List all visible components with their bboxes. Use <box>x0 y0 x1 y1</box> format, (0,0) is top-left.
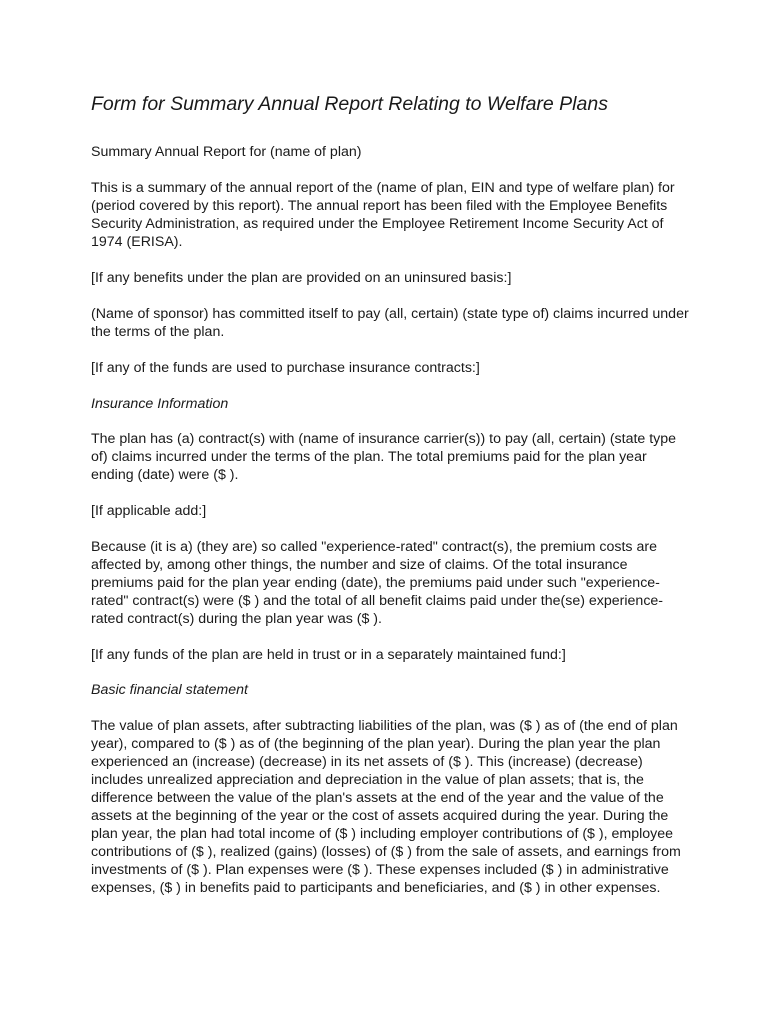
if-applicable-note: [If applicable add:] <box>91 503 207 520</box>
basic-financial-statement-heading: Basic financial statement <box>91 682 248 699</box>
uninsured-basis-note: [If any benefits under the plan are provided on an uninsured basis:] <box>91 269 512 286</box>
insurance-contract-paragraph: The plan has (a) contract(s) with (name of insurance carrier(s)) to pay (all, certain) (state type of) claims incurred under the terms of the plan. The total premiums paid for the plan year ending (date) were ($ ). <box>91 431 677 484</box>
document-title: Form for Summary Annual Report Relating to Welfare Plans <box>91 93 608 115</box>
trust-fund-note: [If any funds of the plan are held in trust or in a separately maintained fund:] <box>91 646 566 663</box>
sponsor-commitment-paragraph: (Name of sponsor) has committed itself to pay (all, certain) (state type of) claims incurred under the terms of the plan. <box>91 305 689 340</box>
experience-rated-paragraph: Because (it is a) (they are) so called "experience-rated" contract(s), the premium costs are affected by, among other things, the number and size of claims. Of the total insurance premiums paid for the plan year ending (date), the premiums paid under such "experience-rated" contract(s) were ($ ) and the total of all benefit claims paid under the(se) experience-rated contract(s) during the plan year was ($ ). <box>91 539 664 627</box>
financial-statement-paragraph: The value of plan assets, after subtracting liabilities of the plan, was ($ ) as of (the end of plan year), compared to ($ ) as of (the beginning of the plan year). During the plan year the plan experienced an (increase) (decrease) in its net assets of ($ ). This (increase) (decrease) includes unrealized appreciation and depreciation in the value of plan assets; that is, the difference between the value of the plan's assets at the end of the year and the value of the assets at the beginning of the year or the cost of assets acquired during the year. During the plan year, the plan had total income of ($ ) including employer contributions of ($ ), employee contributions of ($ ), realized (gains) (losses) of ($ ) from the sale of assets, and earnings from investments of ($ ). Plan expenses were ($ ). These expenses included ($ ) in administrative expenses, ($ ) in benefits paid to participants and beneficiaries, and ($ ) in other expenses. <box>91 718 681 896</box>
document-page <box>91 92 691 915</box>
insurance-contracts-note: [If any of the funds are used to purchase insurance contracts:] <box>91 359 480 376</box>
intro-paragraph: This is a summary of the annual report of the (name of plan, EIN and type of welfare plan) for (period covered by this report). The annual report has been filed with the Employee Benefits Security Administration, as required under the Employee Retirement Income Security Act of 1974 (ERISA). <box>91 180 675 250</box>
plan-name-line: Summary Annual Report for (name of plan) <box>91 144 362 161</box>
insurance-information-heading: Insurance Information <box>91 395 229 412</box>
